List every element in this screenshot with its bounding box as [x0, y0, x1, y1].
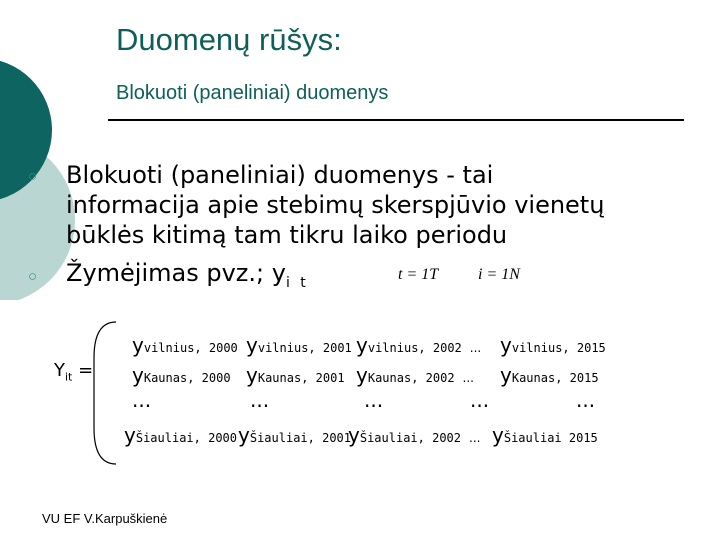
formula-i-range: i = 1N — [478, 266, 520, 283]
bullet-notation — [66, 258, 309, 298]
bullet-line: informacija apie stebimų skerspjūvio vienetų — [66, 191, 605, 219]
cell-subscript: vilnius, 2002 — [367, 341, 462, 355]
cell-ellipsis: ... — [469, 431, 481, 445]
notation-subscript: i t — [285, 274, 309, 291]
matrix-row-ellipsis: ... — [132, 388, 152, 412]
footer-author: VU EF V.Karpuškienė — [42, 511, 168, 526]
slide-title: Duomenų rūšys: — [116, 22, 342, 57]
cell-subscript: vilnius, 2000 — [143, 341, 238, 355]
bullet-definition — [66, 160, 604, 250]
matrix-cell — [124, 423, 237, 447]
bullet-circle-icon: ○ — [28, 268, 38, 285]
cell-subscript: Šiauliai, 2001 — [249, 431, 351, 445]
bullet-circle-icon: ○ — [28, 168, 38, 185]
cell-ellipsis: ... — [469, 341, 482, 355]
cell-variable: y — [492, 423, 504, 447]
matrix-cell — [132, 363, 231, 387]
cell-subscript: Kaunas, 2002 — [367, 371, 455, 385]
bullet-line: būklės kitimą tam tikru laiko periodu — [66, 221, 508, 249]
cell-variable: y — [356, 363, 368, 387]
matrix-row-ellipsis: ... — [576, 388, 596, 412]
matrix-row-ellipsis: ... — [470, 388, 490, 412]
cell-variable: y — [132, 363, 144, 387]
cell-variable: y — [348, 423, 360, 447]
cell-variable: y — [356, 333, 368, 357]
decorative-circles — [0, 0, 120, 300]
bullet-line: Blokuoti (paneliniai) duomenys - tai — [66, 161, 494, 189]
matrix-cell — [246, 333, 352, 357]
matrix-cell — [348, 423, 480, 447]
cell-variable: y — [124, 423, 136, 447]
cell-subscript: vilnius, 2001 — [257, 341, 352, 355]
cell-subscript: Šiauliai 2015 — [503, 431, 598, 445]
matrix-label-sub: it — [65, 370, 73, 384]
matrix-row-ellipsis: ... — [364, 388, 384, 412]
matrix-label-y: Y — [54, 360, 65, 381]
cell-variable: y — [238, 423, 250, 447]
cell-subscript: Šiauliai, 2002 — [359, 431, 461, 445]
cell-subscript: vilnius, 2015 — [511, 341, 606, 355]
matrix-cell — [238, 423, 351, 447]
notation-text: Žymėjimas pvz.; y — [66, 259, 286, 287]
matrix-cell — [132, 333, 238, 357]
cell-variable: y — [132, 333, 144, 357]
cell-subscript: Kaunas, 2000 — [143, 371, 231, 385]
cell-subscript: Kaunas, 2015 — [511, 371, 599, 385]
cell-ellipsis: ... — [462, 371, 474, 385]
matrix-row-ellipsis: ... — [250, 388, 270, 412]
title-divider — [108, 119, 684, 121]
matrix-cell — [246, 363, 345, 387]
left-bracket — [88, 318, 118, 468]
slide-subtitle: Blokuoti (paneliniai) duomenys — [116, 82, 389, 104]
cell-subscript: Šiauliai, 2000 — [135, 431, 237, 445]
matrix-label-eq: = — [72, 360, 94, 381]
cell-variable: y — [500, 363, 512, 387]
matrix-cell — [492, 423, 598, 447]
matrix-cell — [500, 333, 606, 357]
cell-variable: y — [500, 333, 512, 357]
cell-variable: y — [246, 333, 258, 357]
matrix-cell — [356, 333, 481, 357]
cell-subscript: Kaunas, 2001 — [257, 371, 345, 385]
matrix-cell — [500, 363, 599, 387]
cell-variable: y — [246, 363, 258, 387]
matrix-cell — [356, 363, 474, 387]
formula-t-range: t = 1T — [398, 266, 439, 283]
